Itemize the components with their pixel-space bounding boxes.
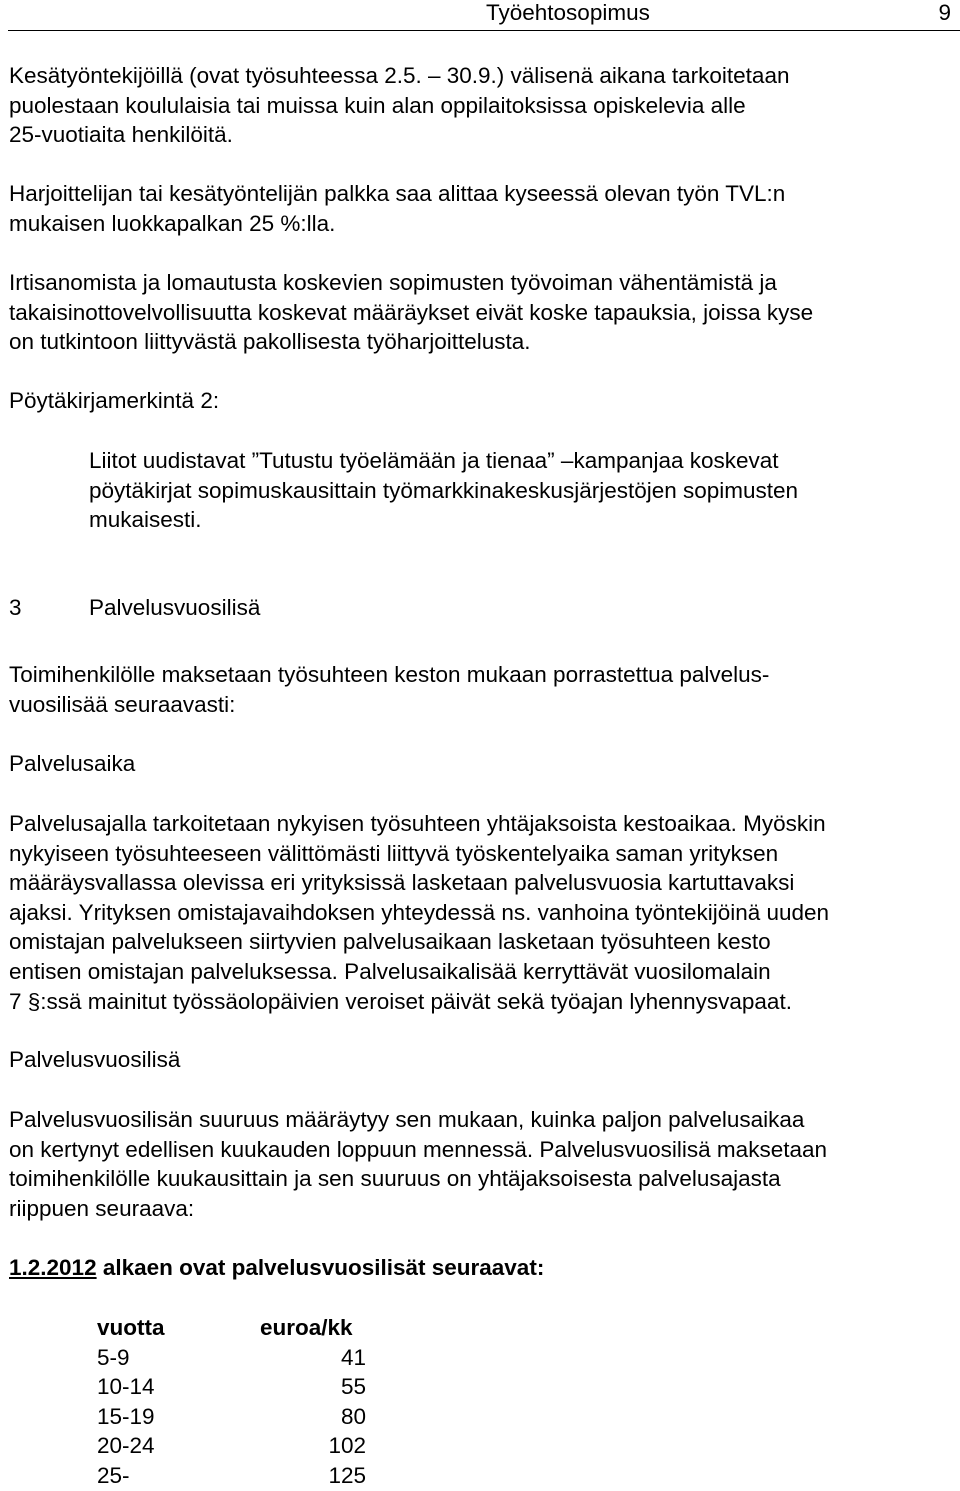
table-row [97, 1461, 366, 1491]
text-line: Palvelusaika [9, 751, 136, 776]
paragraph-trainee-pay [9, 179, 954, 238]
text-line: 7 §:ssä mainitut työssäolopäivien veroiset päivät sekä työajan lyhennysvapaat. [9, 988, 792, 1014]
text-line: mukaisen luokkapalkan 25 %:lla. [9, 210, 336, 236]
subheading-service-time [9, 749, 954, 779]
page-number: 9 [938, 0, 951, 25]
text-line: Irtisanomista ja lomautusta koskevien sopimusten työvoiman vähentämistä ja [9, 270, 777, 295]
table-cell-years: 5-9 [97, 1344, 130, 1370]
table-row [97, 1402, 366, 1432]
table-cell-years: 15-19 [97, 1403, 155, 1429]
table-cell-euros: 55 [340, 1374, 366, 1400]
effective-date-rest: alkaen ovat palvelusvuosilisät seuraavat: [96, 1255, 545, 1280]
table-row [97, 1372, 366, 1402]
text-line: Toimihenkilölle maksetaan työsuhteen keston mukaan porrastettua palvelus- [9, 662, 770, 687]
column-header-euros: euroa/kk [260, 1315, 353, 1340]
protocol-note-label [9, 386, 954, 416]
text-line: takaisinottovelvollisuutta koskevat määräykset eivät koske tapauksia, joissa kyse [9, 299, 814, 325]
paragraph-service-allowance [9, 1105, 954, 1223]
text-line: puolestaan koululaisia tai muissa kuin alan oppilaitoksissa opiskelevia alle [9, 92, 746, 118]
table-row [97, 1343, 366, 1373]
paragraph-dismissal [9, 268, 954, 357]
text-line: mukaisesti. [89, 507, 202, 533]
text-line [9, 1253, 954, 1283]
paragraph-service-time [9, 809, 954, 1016]
table-cell-years: 20-24 [97, 1433, 155, 1459]
text-line: vuosilisää seuraavasti: [9, 691, 236, 717]
text-line: ajaksi. Yrityksen omistajavaihdoksen yhteydessä ns. vanhoina työntekijöinä uuden [9, 899, 830, 925]
text-line: entisen omistajan palveluksessa. Palvelusaikalisää kerryttävät vuosilomalain [9, 958, 771, 984]
table-row [97, 1431, 366, 1461]
text-line: Liitot uudistavat ”Tutustu työelämään ja tienaa” –kampanjaa koskevat [89, 448, 779, 473]
text-line: toimihenkilölle kuukausittain ja sen suuruus on yhtäjaksoisesta palvelusajasta [9, 1166, 781, 1192]
text-line: nykyiseen työsuhteeseen välittömästi liittyvä työskentelyaika saman yrityksen [9, 840, 779, 866]
text-line: Palvelusvuosilisä [9, 1047, 181, 1072]
text-line: riippuen seuraava: [9, 1195, 195, 1221]
page-header [8, 0, 960, 31]
table-cell-euros: 41 [340, 1344, 366, 1370]
allowance-table [97, 1313, 366, 1491]
text-line: on kertynyt edellisen kuukauden loppuun mennessä. Palvelusvuosilisä maksetaan [9, 1136, 827, 1162]
table-cell-years: 10-14 [97, 1374, 155, 1400]
table-cell-euros: 125 [328, 1462, 366, 1488]
section-title: Palvelusvuosilisä [89, 595, 261, 620]
text-line: 25-vuotiaita henkilöitä. [9, 122, 233, 148]
table-cell-euros: 102 [328, 1433, 366, 1459]
text-line: Harjoittelijan tai kesätyöntelijän palkka saa alittaa kyseessä olevan työn TVL:n [9, 181, 786, 206]
column-header-years: vuotta [97, 1315, 165, 1340]
text-line: Pöytäkirjamerkintä 2: [9, 388, 220, 413]
text-line: Palvelusajalla tarkoitetaan nykyisen työsuhteen yhtäjaksoista kestoaikaa. Myöskin [9, 811, 826, 836]
table-cell-years: 25- [97, 1462, 130, 1488]
text-line: pöytäkirjat sopimuskausittain työmarkkinakeskusjärjestöjen sopimusten [89, 477, 799, 503]
effective-date: 1.2.2012 [9, 1255, 97, 1280]
table-header-row [97, 1313, 366, 1343]
table-cell-euros: 80 [340, 1403, 366, 1429]
subheading-service-allowance [9, 1045, 954, 1075]
header-title: Työehtosopimus [486, 0, 650, 25]
text-line: Palvelusvuosilisän suuruus määräytyy sen mukaan, kuinka paljon palvelusaikaa [9, 1107, 805, 1132]
protocol-note-text [89, 446, 949, 535]
text-line: omistajan palvelukseen siirtyvien palvelusaikaan lasketaan työsuhteen kesto [9, 929, 771, 955]
text-line: on tutkintoon liittyvästä pakollisesta työharjoittelusta. [9, 329, 531, 355]
paragraph-summer-workers [9, 61, 954, 150]
section-number: 3 [9, 595, 22, 620]
section-heading [9, 593, 260, 623]
effective-date-heading [9, 1253, 954, 1283]
text-line: määräysvallassa olevissa eri yrityksissä lasketaan palvelusvuosia kartuttavaksi [9, 870, 795, 896]
text-line: Kesätyöntekijöillä (ovat työsuhteessa 2.5. – 30.9.) välisenä aikana tarkoitetaan [9, 63, 790, 88]
paragraph-section-intro [9, 660, 954, 719]
